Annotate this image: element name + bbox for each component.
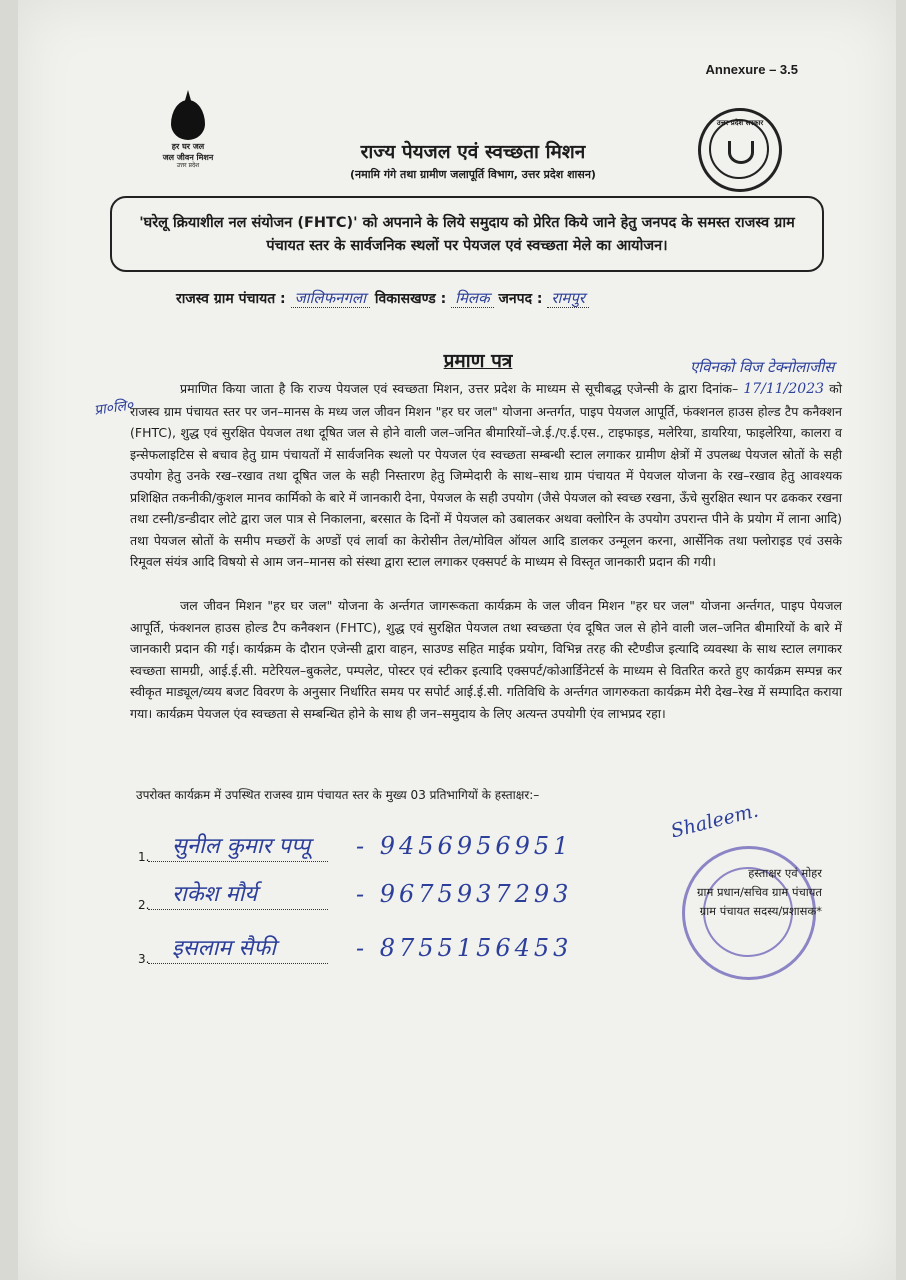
block-label: विकासखण्ड :	[374, 291, 447, 307]
agency-name-handwritten: एविनको विज टेक्नोलाजीस	[690, 358, 835, 376]
event-date-handwritten: 17/11/2023	[743, 381, 825, 397]
up-government-emblem-icon	[698, 108, 782, 192]
row-number: 1.	[138, 850, 150, 864]
water-drop-tap-icon	[171, 100, 205, 140]
emblem-bow-icon	[728, 141, 754, 164]
pradhan-block	[612, 864, 822, 921]
pradhan-line-3: ग्राम पंचायत सदस्य/प्रशासक*	[699, 904, 822, 918]
signatures-intro: उपरोक्त कार्यक्रम में उपस्थित राजस्व ग्राम पंचायत स्तर के मुख्य 03 प्रतिभागियों के हस्ताक्षर:–	[136, 788, 540, 802]
logo-line-1: हर घर जल	[171, 142, 205, 151]
logo-line-2: जल जीवन मिशन	[162, 153, 214, 162]
block-value: मिलक	[451, 289, 494, 308]
pradhan-line-2: ग्राम प्रधान/सचिव ग्राम पंचायत	[697, 885, 822, 899]
annexure-label: Annexure – 3.5	[705, 62, 798, 77]
participant-signature-row	[138, 826, 618, 866]
para1-part-c: को राजस्व ग्राम पंचायत स्तर पर जन–मानस के मध्य जल जीवन मिशन "हर घर जल" योजना अन्तर्गत, पाइप पेयजल आपूर्ति, फंक्शनल हाउस होल्ड टैप कनैक्शन (FHTC), शुद्ध एवं सुरक्षित पेयजल तथा दूषित जल से होने वाली जल–जनित बीमारियों–जे.ई./ए.ई.एस., टाइफाइड, मलेरिया, डायरिया, फाइलेरिया, कालरा व इन्सेफलाइटिस से बचाव हेतु ग्राम पंचायतों में सार्वजनिक स्थलो पर पेयजल एंव स्वच्छता सम्बन्धी स्टाल लगाकर ग्रामीण क्षेत्रों में उपलब्ध पेयजल स्रोतों के सही उपयोग हेतु उनके रख–रखाव तथा दूषित जल के सही निस्तारण हेतु जिम्मेदारी के साथ–साथ ग्राम पंचायत में पेयजल योजना के रख–रखाव हेतु आवश्यक प्रशिक्षित तकनीकी/कुशल मानव कार्मिको के बारे में जानकारी देना, पेयजल के सही उपयोग (जैसे पेयजल को स्वच्छ रखना, ऊँचे सुरक्षित स्थान पर ढककर रखना तथा टस्नी/डन्डीदार लोटे द्वारा जल पात्र से निकालना, बरसात के दिनों में पेयजल को उबालकर अथवा क्लोरिन के उपयोग उपरान्त पीने के प्रयोग में लाना आदि) तथा पेयजल स्रोतों के समीप मच्छरों के अण्डों एवं लार्वा का केरोसीन तेल/मोविल ऑयल आदि डालकर उन्मूलन करना, आर्सेनिक तथा फ्लोराइड एवं उसके रिमूवल संयंत्र आदि विषयो से आम जन–मानस को संस्था द्वारा स्टाल लगाकर एक्सपर्ट के माध्यम से विस्तृत जानकारी प्रदान की गयी।	[130, 381, 842, 569]
row-number: 3.	[138, 952, 150, 966]
panchayat-label: राजस्व ग्राम पंचायत :	[176, 291, 286, 307]
participant-name: सुनील कुमार पप्पू	[172, 834, 311, 859]
page-subtitle: (नमामि गंगे तथा ग्रामीण जलापूर्ति विभाग, उत्तर प्रदेश शासन)	[350, 168, 596, 181]
signature-line	[148, 963, 328, 964]
document-sheet	[18, 0, 896, 1280]
participant-name: इसलाम सैफी	[172, 936, 276, 961]
participant-phone: - 9456956951	[356, 832, 573, 860]
emblem-text: उत्तर प्रदेश सरकार	[716, 119, 764, 127]
para2-text: जल जीवन मिशन "हर घर जल" योजना के अर्न्तगत जागरूकता कार्यक्रम के जल जीवन मिशन "हर घर जल" योजना अर्न्तगत, पाइप पेयजल आपूर्ति, फंक्शनल हाउस होल्ड टैप कनैक्शन (FHTC), शुद्ध एवं सुरक्षित पेयजल तथा स्वच्छता एंव दूषित जल से होने वाली जल–जनित बीमारियों के बारे में जानकारी प्रदान की गई। कार्यक्रम के दौरान एजेन्सी द्वारा वाहन, साउण्ड सहित माईक प्रयोग, विभिन्न तरह की स्टैण्डीज इत्यादि व्यवस्था के साथ स्टाल लगाकर स्वच्छता सामग्री, आई.ई.सी. मटेरियल–बुकलेट, पम्पलेट, पोस्टर एवं स्टीकर इत्यादि एक्सपर्ट/कोआर्डिनेटर्स के माध्यम से वितरित करते हुए कार्यक्रम सम्पन्न कर स्वीकृत माड्यूल/व्यय बजट विवरण के अनुसार निर्धारित समय पर सपोर्ट आई.ई.सी. गतिविधि के अर्न्तगत जागरुकता कार्यक्रम मेरी देख–रेख में सम्पादित कराया गया। कार्यक्रम पेयजल एंव स्वच्छता से सम्बन्धित होने के साथ ही जन–समुदाय के लिए अत्यन्त उपयोगी एंव लाभप्रद रहा।	[130, 598, 842, 721]
district-value: रामपुर	[547, 289, 589, 308]
location-fields	[176, 288, 796, 308]
panchayat-value: जालिफनगला	[291, 289, 370, 308]
participant-phone: - 8755156453	[356, 934, 573, 962]
certificate-paragraph-2	[130, 595, 842, 724]
para1-part-b: के द्वारा दिनांक–	[663, 381, 739, 396]
participant-name: राकेश मौर्य	[172, 882, 258, 907]
participant-signature-row	[138, 928, 618, 968]
participant-phone: - 9675937293	[356, 880, 573, 908]
para1-part-a: प्रमाणित किया जाता है कि राज्य पेयजल एवं स्वच्छता मिशन, उत्तर प्रदेश के माध्यम से सूचीबद्ध एजेन्सी	[180, 381, 659, 396]
pradhan-signature: Shaleem.	[668, 799, 761, 843]
logo-line-3: उत्तर प्रदेश	[176, 162, 200, 169]
certificate-title: प्रमाण पत्र	[443, 350, 513, 372]
page-title: राज्य पेयजल एवं स्वच्छता मिशन	[360, 141, 586, 163]
participant-signature-row	[138, 874, 618, 914]
agency-prefix-handwritten: प्रा०लि०	[93, 397, 135, 419]
event-banner: 'घरेलू क्रियाशील नल संयोजन (FHTC)' को अपनाने के लिये समुदाय को प्रेरित किये जाने हेतु जनपद के समस्त राजस्व ग्राम पंचायत स्तर के सार्वजनिक स्थलों पर पेयजल एवं स्वच्छता मेले का आयोजन।	[110, 196, 824, 272]
signature-line	[148, 861, 328, 862]
har-ghar-jal-logo	[158, 100, 218, 169]
row-number: 2.	[138, 898, 150, 912]
certificate-paragraph-1	[130, 378, 842, 573]
pradhan-line-1: हस्ताक्षर एवं मोहर	[748, 866, 822, 880]
district-label: जनपद :	[498, 291, 543, 307]
signature-line	[148, 909, 328, 910]
